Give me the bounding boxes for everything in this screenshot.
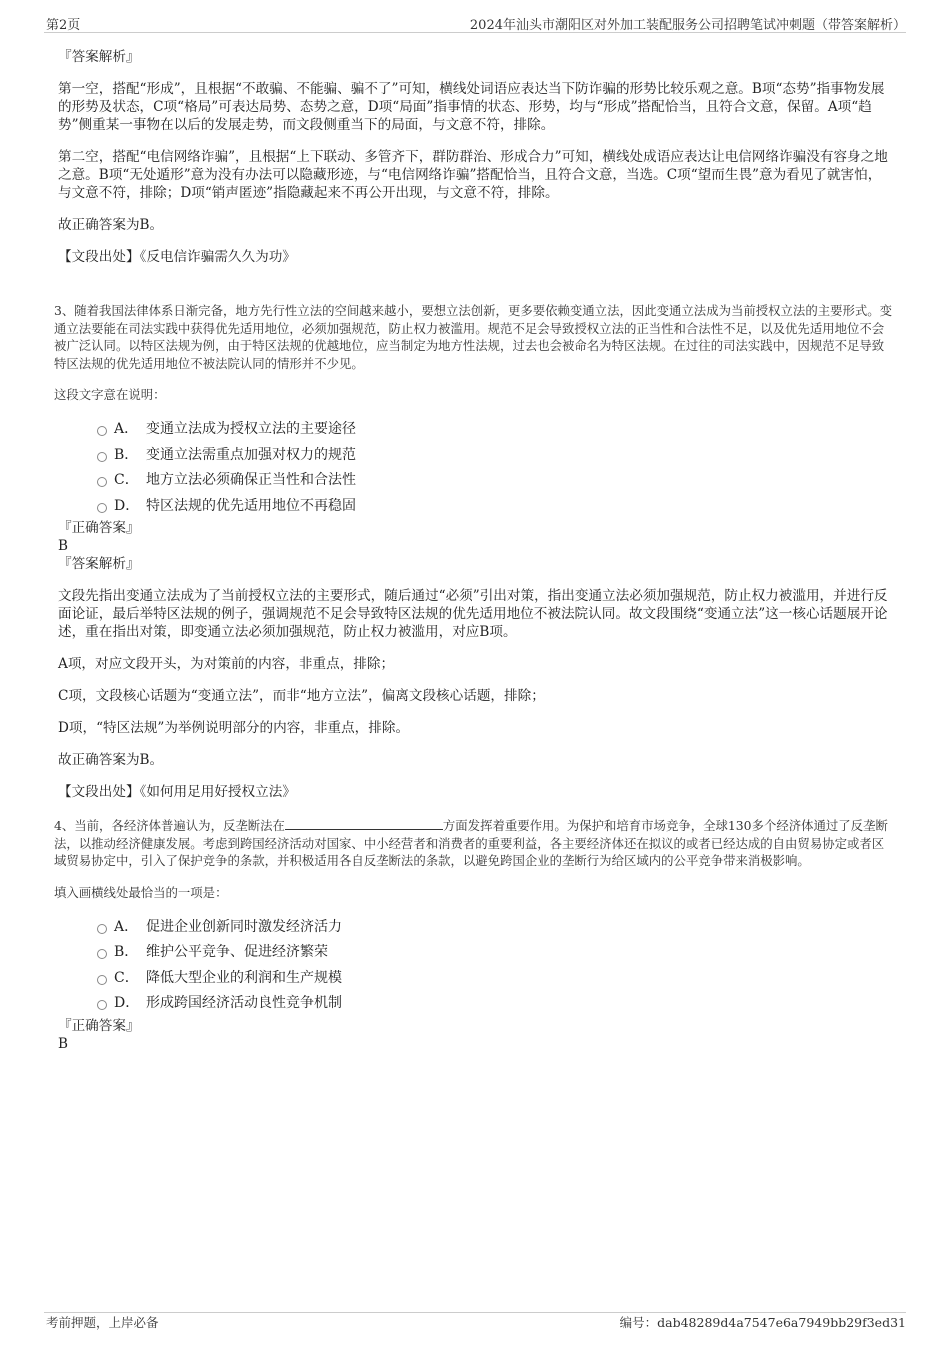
correct-answer-label: 『正确答案』: [58, 520, 140, 536]
option-a[interactable]: A． 促进企业创新同时激发经济活力: [58, 917, 894, 943]
document-title: 2024年汕头市潮阳区对外加工装配服务公司招聘笔试冲刺题（带答案解析）: [469, 18, 906, 33]
radio-button-icon[interactable]: [97, 477, 107, 487]
analysis-label: 『答案解析』: [58, 49, 140, 65]
analysis-paragraph: 第一空，搭配“形成”，且根据“不敢骗、不能骗、骗不了”可知，横线处词语应表达当下防诈骗的形势比较乐观之意。B项“态势”指事物发展的形势及状态，C项“格局”可表达局势、态势之意，D项“局面”指事情的状态、形势，均与“形成”搭配恰当，且符合文意，保留。A项“趋势”侧重某一事物在以后的发展走势，而文段侧重当下的局面，与文意不符，排除。: [58, 81, 885, 133]
analysis-paragraph: A项，对应文段开头，为对策前的内容，非重点，排除；: [58, 656, 395, 672]
radio-button-icon[interactable]: [97, 452, 107, 462]
option-c[interactable]: C． 地方立法必须确保正当性和合法性: [58, 470, 894, 496]
analysis-paragraph: 第二空，搭配“电信网络诈骗”，且根据“上下联动、多管齐下，群防群治、形成合力”可知，横线处成语应表达让电信网络诈骗没有容身之地之意。B项“无处遁形”意为没有办法可以隐藏形迹，与“电信网络诈骗”搭配恰当，且符合文意，当选。C项“望而生畏”意为看见了就害怕，与文意不符，排除；D项“销声匿迹”指隐藏起来不再公开出现，与文意不符，排除。: [58, 149, 888, 201]
conclusion: 故正确答案为B。: [58, 752, 164, 768]
option-c[interactable]: C． 降低大型企业的利润和生产规模: [58, 968, 894, 994]
option-a[interactable]: A． 变通立法成为授权立法的主要途径: [58, 419, 894, 445]
fill-blank: [285, 817, 443, 830]
analysis-paragraph: C项，文段核心话题为“变通立法”，而非“地方立法”，偏离文段核心话题，排除；: [58, 688, 545, 704]
radio-button-icon[interactable]: [97, 503, 107, 513]
radio-button-icon[interactable]: [97, 924, 107, 934]
radio-button-icon[interactable]: [97, 975, 107, 985]
option-d[interactable]: D． 形成跨国经济活动良性竞争机制: [58, 993, 894, 1019]
analysis-paragraph: D项，“特区法规”为举例说明部分的内容，非重点，排除。: [58, 720, 410, 736]
correct-answer: B: [58, 538, 68, 554]
radio-button-icon[interactable]: [97, 426, 107, 436]
radio-button-icon[interactable]: [97, 949, 107, 959]
option-d[interactable]: D． 特区法规的优先适用地位不再稳固: [58, 496, 894, 522]
document-body: [54, 46, 894, 1053]
correct-answer-label: 『正确答案』: [58, 1017, 140, 1034]
correct-answer: B: [58, 1035, 68, 1052]
footer-slogan: 考前押题，上岸必备: [46, 1315, 159, 1330]
option-b[interactable]: B． 维护公平竞争、促进经济繁荣: [58, 942, 894, 968]
page-header: [0, 0, 950, 34]
question-3-prompt: 这段文字意在说明：: [54, 387, 166, 402]
source-citation: 【文段出处】《如何用足用好授权立法》: [58, 784, 296, 800]
question-4-prompt: 填入画横线处最恰当的一项是：: [54, 884, 228, 900]
question-4-text: 4、当前，各经济体普遍认为，反垄断法在 方面发挥着重要作用。为保护和培育市场竞争，全球130多个经济体通过了反垄断法，以推动经济健康发展。考虑到跨国经济活动对国家、中小经营者和消费者的重要利益，各主要经济体还在拟议的或者已经达成的自由贸易协定或者区域贸易协定中，引入了保护竞争的条款，并积极适用各自反垄断法的条款，以避免跨国企业的垄断行为给区域内的公平竞争带来消极影响。: [54, 818, 888, 868]
option-b[interactable]: B． 变通立法需重点加强对权力的规范: [58, 445, 894, 471]
question-4-options: [58, 917, 894, 1019]
analysis-paragraph: 文段先指出变通立法成为了当前授权立法的主要形式，随后通过“必须”引出对策，指出变通立法必须加强规范，防止权力被滥用，并进行反面论证，最后举特区法规的例子，强调规范不足会导致特区法规的优先适用地位不被法院认同。故文段围绕“变通立法”这一核心话题展开论述，重在指出对策，即变通立法必须加强规范，防止权力被滥用，对应B项。: [58, 588, 888, 640]
document-id: 编号：dab48289d4a7547e6a7949bb29f3ed31: [619, 1315, 906, 1330]
question-3-options: [58, 419, 894, 521]
analysis-label: 『答案解析』: [58, 556, 140, 572]
question-3-text: 3、随着我国法律体系日渐完备，地方先行性立法的空间越来越小，要想立法创新，更多要依赖变通立法，因此变通立法成为当前授权立法的主要形式。变通立法要能在司法实践中获得优先适用地位，必须加强规范，防止权力被滥用。规范不足会导致授权立法的正当性和合法性不足，以及优先适用地位不会被广泛认同。以特区法规为例，由于特区法规的优越地位，应当制定为地方性法规，过去也会被命名为特区法规。在过往的司法实践中，因规范不足导致特区法规的优先适用地位不被法院认同的情形并不少见。: [54, 303, 893, 371]
page-number: 第2页: [46, 18, 81, 33]
conclusion: 故正确答案为B。: [58, 217, 164, 233]
header-divider: [44, 32, 906, 33]
radio-button-icon[interactable]: [97, 1000, 107, 1010]
source-citation: 【文段出处】《反电信诈骗需久久为功》: [58, 249, 296, 265]
